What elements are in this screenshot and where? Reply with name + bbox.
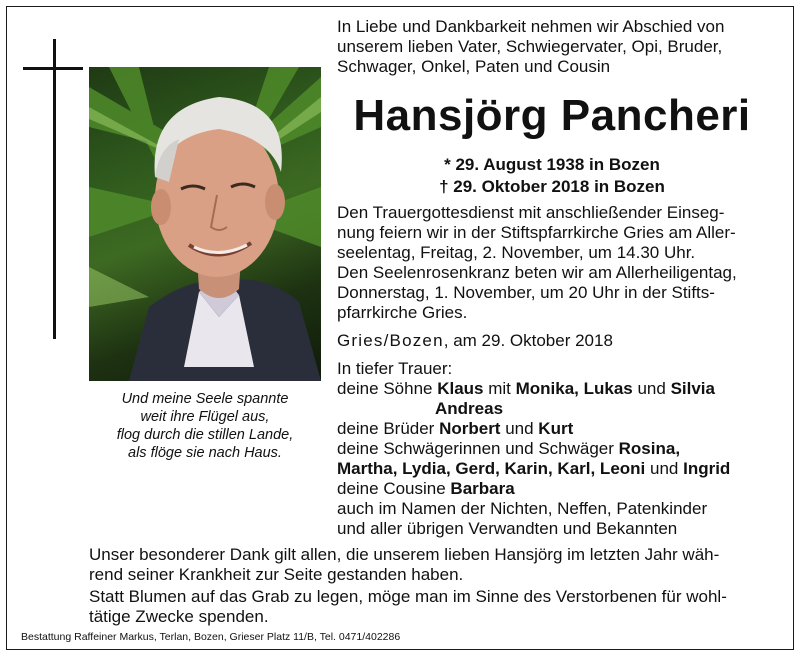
service-line: Donnerstag, 1. November, um 20 Uhr in der Stifts- [337, 283, 715, 302]
funeral-home-footer: Bestattung Raffeiner Markus, Terlan, Bozen, Grieser Platz 11/B, Tel. 0471/402286 [21, 631, 401, 643]
inlaws-label: deine Schwägerinnen und Schwäger [337, 439, 619, 458]
donation-line: Statt Blumen auf das Grab zu legen, möge man im Sinne des Verstorbenen für wohl- [89, 587, 727, 606]
thanks-text [89, 545, 719, 585]
mourners-heading: In tiefer Trauer: [337, 359, 453, 378]
cross-icon-bar [23, 67, 83, 70]
son-name: Silvia [670, 379, 715, 398]
place: Gries/Bozen [337, 331, 444, 350]
mourners-sons-cont [337, 399, 730, 419]
cross-icon [53, 39, 56, 339]
brothers-label: deine Brüder [337, 419, 440, 438]
quote-line: Und meine Seele spannte [121, 391, 289, 407]
intro-line: Schwager, Onkel, Paten und Cousin [337, 57, 611, 76]
birth-date: * 29. August 1938 in Bozen [444, 155, 660, 174]
service-line: Den Seelenrosenkranz beten wir am Allerheiligentag, [337, 263, 737, 282]
obituary-notice [6, 6, 794, 650]
place-date [337, 331, 613, 351]
son-name: Andreas [435, 399, 504, 418]
quote-line: flog durch die stillen Lande, [116, 427, 294, 443]
portrait-photo [89, 67, 321, 381]
mourners-brothers [337, 419, 730, 439]
service-line: nung feiern wir in der Stiftspfarrkirche Gries am Aller- [337, 223, 736, 242]
mourners-cousin [337, 479, 730, 499]
inlaw-name: Martha, Lydia, Gerd, Karin, Karl, Leoni [337, 459, 646, 478]
sons-label: deine Söhne [337, 379, 438, 398]
son-name: Klaus [437, 379, 484, 398]
mourners-list [337, 359, 730, 539]
inlaw-name: Ingrid [683, 459, 731, 478]
donation-line: tätige Zwecke spenden. [89, 607, 269, 626]
service-line: Den Trauergottesdienst mit anschließender Einseg- [337, 203, 725, 222]
date: , am 29. Oktober 2018 [443, 331, 613, 350]
poem-quote [89, 390, 321, 462]
service-line: pfarrkirche Gries. [337, 303, 468, 322]
brother-name: Kurt [538, 419, 574, 438]
mourners-inlaws [337, 439, 730, 459]
cousin-name: Barbara [450, 479, 515, 498]
donation-note [89, 587, 727, 627]
intro-line: In Liebe und Dankbarkeit nehmen wir Abschied von [337, 17, 725, 36]
quote-line: weit ihre Flügel aus, [140, 409, 270, 425]
quote-line: als flöge sie nach Haus. [128, 445, 282, 461]
life-dates [337, 154, 767, 198]
service-line: seelentag, Freitag, 2. November, um 14.30 Uhr. [337, 243, 696, 262]
intro-line: unserem lieben Vater, Schwiegervater, Opi, Bruder, [337, 37, 723, 56]
mourners-inlaws-cont [337, 459, 730, 479]
connector: mit [483, 379, 516, 398]
mourners-nieces: auch im Namen der Nichten, Neffen, Patenkinder [337, 499, 708, 518]
son-name: Monika, Lukas [515, 379, 633, 398]
service-info [337, 203, 737, 323]
connector: und [632, 379, 671, 398]
cousin-label: deine Cousine [337, 479, 451, 498]
connector: und [645, 459, 684, 478]
mourners-relatives: und aller übrigen Verwandten und Bekannten [337, 519, 678, 538]
thanks-line: Unser besonderer Dank gilt allen, die unserem lieben Hansjörg im letzten Jahr wäh- [89, 545, 720, 564]
mourners-sons [337, 379, 730, 399]
thanks-line: rend seiner Krankheit zur Seite gestanden haben. [89, 565, 464, 584]
brother-name: Norbert [439, 419, 501, 438]
deceased-name: Hansjörg Pancheri [353, 91, 751, 140]
intro-text [337, 17, 724, 77]
death-date: † 29. Oktober 2018 in Bozen [439, 177, 665, 196]
inlaw-name: Rosina, [618, 439, 681, 458]
connector: und [500, 419, 539, 438]
